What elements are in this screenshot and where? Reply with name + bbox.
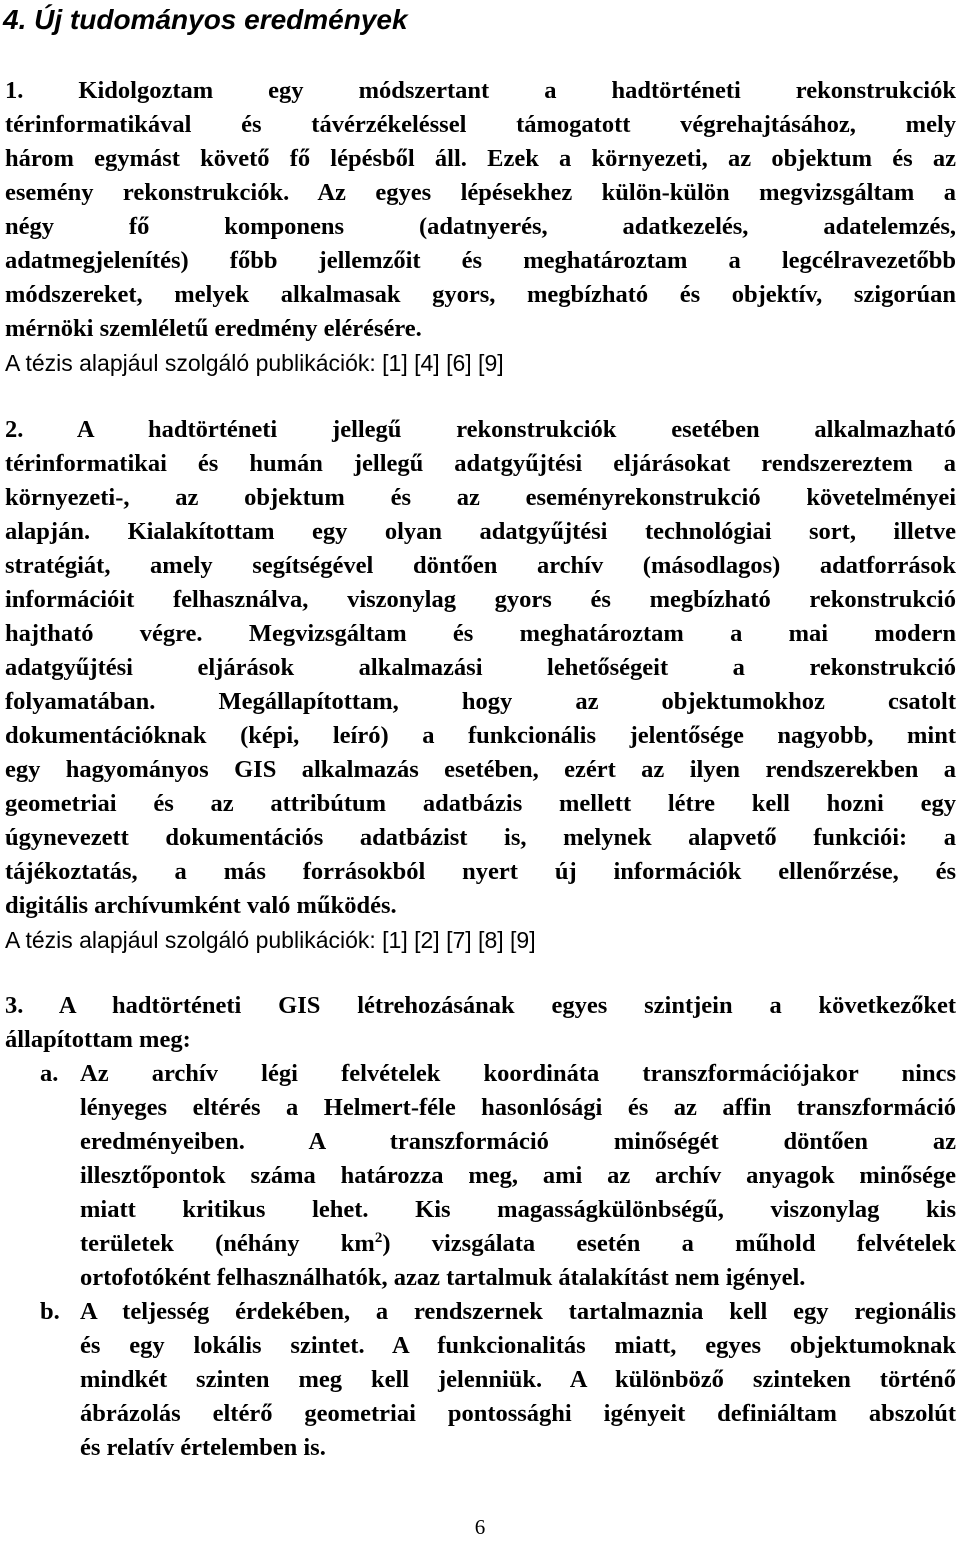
paragraph-line: 1. Kidolgoztam egy módszertant a hadtörténeti rekonstrukciók [5,77,956,104]
section-heading: 4. Új tudományos eredmények [3,4,408,35]
page-number: 6 [474,1515,486,1539]
paragraph-line: tájékoztatás, a más forrásokból nyert új információk ellenőrzése, és [5,858,956,885]
text-segment: területek (néhány km [80,1230,375,1257]
paragraph-line: A teljesség érdekében, a rendszernek tartalmaznia kell egy regionális [80,1298,956,1325]
paragraph-line: négy fő komponens (adatnyerés, adatkezelés, adatelemzés, [5,213,956,240]
paragraph-line: és egy lokális szintet. A funkcionalitás miatt, egyes objektumoknak [80,1332,956,1359]
paragraph-line: 3. A hadtörténeti GIS létrehozásának egyes szintjein a következőket [5,992,956,1019]
publication-references: A tézis alapjául szolgáló publikációk: [1] [2] [7] [8] [9] [5,927,536,953]
paragraph-line: állapítottam meg: [5,1026,191,1053]
paragraph-line: folyamatában. Megállapítottam, hogy az objektumokhoz csatolt [5,688,956,715]
paragraph-line: térinformatikával és távérzékeléssel támogatott végrehajtásához, mely [5,111,956,138]
paragraph-line: 2. A hadtörténeti jellegű rekonstrukciók esetében alkalmazható [5,416,956,443]
paragraph-line: ortofotóként felhasználhatók, azaz tartalmuk átalakítást nem igényel. [80,1264,806,1291]
paragraph-line: mérnöki szemléletű eredmény elérésére. [5,315,422,342]
paragraph-line: geometriai és az attribútum adatbázis mellett létre kell hozni egy [5,790,956,817]
list-marker: b. [40,1298,60,1325]
paragraph-line: módszereket, melyek alkalmasak gyors, megbízható és objektív, szigorúan [5,281,956,308]
paragraph-line: Az archív légi felvételek koordináta transzformációjakor nincs [80,1060,956,1087]
paragraph-line: három egymást követő fő lépésből áll. Ezek a környezeti, az objektum és az [5,145,956,172]
paragraph-line: ábrázolás eltérő geometriai pontossághi igényeit definiáltam abszolút [80,1400,956,1427]
paragraph-line: digitális archívumként való működés. [5,892,397,919]
paragraph-line: úgynevezett dokumentációs adatbázist is, melynek alapvető funkciói: a [5,824,956,851]
list-marker: a. [40,1060,59,1087]
paragraph-line: stratégiát, amely segítségével döntően archív (másodlagos) adatforrások [5,552,956,579]
paragraph-line: dokumentációknak (képi, leíró) a funkcionális jelentősége nagyobb, mint [5,722,956,749]
paragraph-line: miatt kritikus lehet. Kis magasságkülönbségű, viszonylag kis [80,1196,956,1223]
paragraph-line: mindkét szinten meg kell jelenniük. A különböző szinteken történő [80,1366,956,1393]
paragraph-line: lényeges eltérés a Helmert-féle hasonlósági és az affin transzformáció [80,1094,956,1121]
paragraph-line: környezeti-, az objektum és az eseményrekonstrukció követelményei [5,484,956,511]
text-segment: ) vizsgálata esetén a műhold felvételek [382,1230,956,1257]
paragraph-line: egy hagyományos GIS alkalmazás esetében, ezért az ilyen rendszerekben a [5,756,956,783]
paragraph-line: térinformatikai és humán jellegű adatgyűjtési eljárásokat rendszereztem a [5,450,956,477]
paragraph-line [80,1227,956,1261]
paragraph-line: és relatív értelemben is. [80,1434,326,1461]
paragraph-line: eredményeiben. A transzformáció minőségét döntően az [80,1128,956,1155]
paragraph-line: információit felhasználva, viszonylag gyors és megbízható rekonstrukció [5,586,956,613]
paragraph-line: esemény rekonstrukciók. Az egyes lépésekhez külön-külön megvizsgáltam a [5,179,956,206]
publication-references: A tézis alapjául szolgáló publikációk: [1] [4] [6] [9] [5,350,504,376]
paragraph-line: illesztőpontok száma határozza meg, ami az archív anyagok minősége [80,1162,956,1189]
paragraph-line: hajtható végre. Megvizsgáltam és meghatároztam a mai modern [5,620,956,647]
paragraph-line: alapján. Kialakítottam egy olyan adatgyűjtési technológiai sort, illetve [5,518,956,545]
superscript: 2 [374,1230,383,1246]
paragraph-line: adatgyűjtési eljárások alkalmazási lehetőségeit a rekonstrukció [5,654,956,681]
paragraph-line: adatmegjelenítés) főbb jellemzőit és meghatároztam a legcélravezetőbb [5,247,956,274]
